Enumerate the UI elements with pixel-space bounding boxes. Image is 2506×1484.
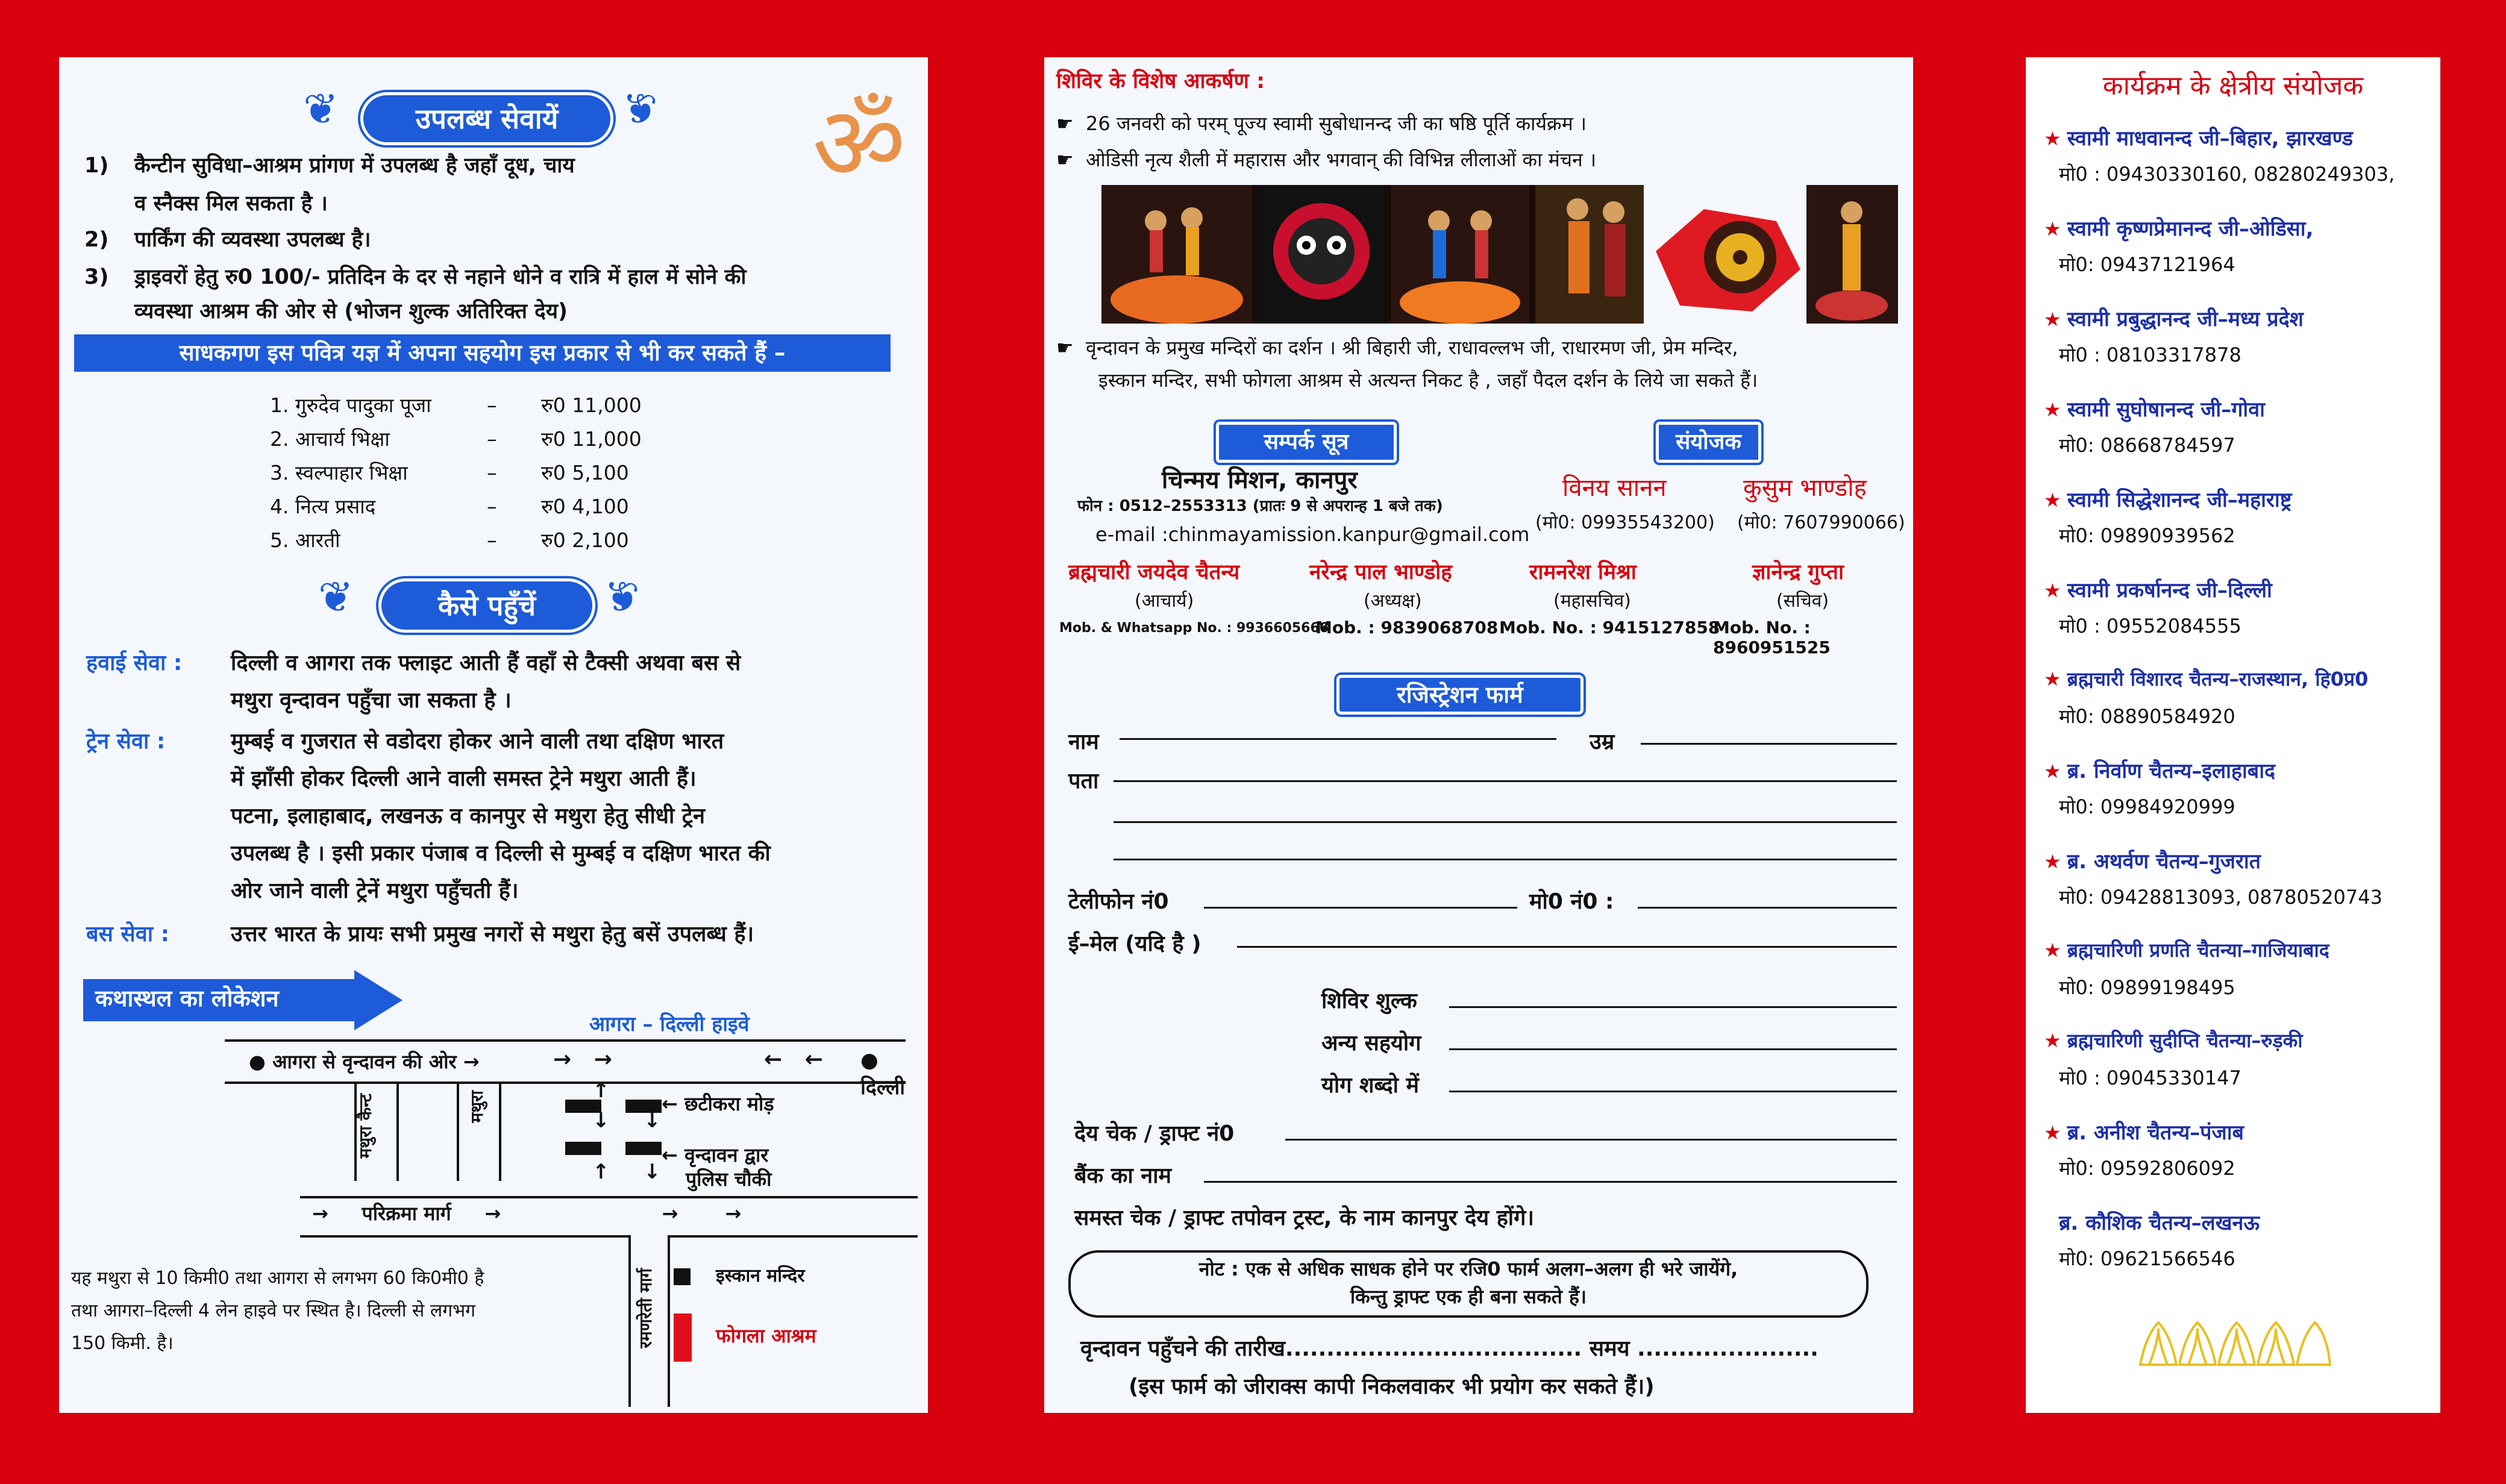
star-icon: ★ bbox=[2044, 579, 2061, 602]
pointing-hand-icon: ☛ bbox=[1056, 112, 1074, 135]
highway-bottom-line bbox=[225, 1082, 906, 1084]
photocopy-note: (इस फार्म को जीराक्स कापी निकलवाकर भी प्रयोग कर सकते हैं।) bbox=[1129, 1374, 1655, 1399]
age-label: उम्र bbox=[1590, 730, 1615, 754]
services-title: उपलब्ध सेवायें bbox=[360, 92, 613, 145]
officer-name: ज्ञानेन्द्र गुप्ता bbox=[1752, 560, 1844, 584]
train-text: मुम्बई व गुजरात से वडोदरा होकर आने वाली तथा दक्षिण भारत में झाँसी होकर दिल्ली आने वाली समस्त ट्रेने मथुरा आती हैं। पटना, इलाहाबाद, लखनऊ व कानपुर से मथुरा हेतु सीधी ट्रेन उपलब्ध है । इसी प्रकार पंजाब व दिल्ली से मुम्बई व दक्षिण भारत की ओर जाने वाली ट्रेनें मथुरा पहुँचती हैं। bbox=[231, 729, 771, 903]
service-number: 1) bbox=[84, 154, 109, 178]
junction-block bbox=[565, 1142, 601, 1155]
total-label: योग शब्दो में bbox=[1321, 1073, 1419, 1098]
email-label: ई–मेल (यदि है ) bbox=[1068, 931, 1201, 956]
star-icon: ★ bbox=[2044, 668, 2061, 690]
mobile-field[interactable] bbox=[1638, 907, 1897, 909]
officer-name: ब्रह्मचारी जयदेव चैतन्य bbox=[1068, 560, 1240, 584]
lotus-ornament-icon bbox=[2134, 1317, 2333, 1371]
convener-title: संयोजक bbox=[1656, 422, 1761, 463]
map-arrow-down: ↓ bbox=[644, 1160, 661, 1184]
officer-mobile: Mob. No. : 8960951525 bbox=[1713, 618, 1831, 657]
service-text: व स्नैक्स मिल सकता है । bbox=[134, 192, 328, 216]
other-label: अन्य सहयोग bbox=[1321, 1031, 1421, 1056]
bus-text: उत्तर भारत के प्रायः सभी प्रमुख नगरों से मथुरा हेतु बसें उपलब्ध हैं। bbox=[231, 922, 754, 947]
org-phone: फोन : 0512–2553313 (प्रातः 9 से अपरान्ह 1 बजे तक) bbox=[1077, 497, 1443, 515]
contact-title: सम्पर्क सूत्र bbox=[1216, 422, 1397, 463]
service-text: कैन्टीन सुविधा–आश्रम प्रांगण में उपलब्ध है जहाँ दूध, चाय bbox=[134, 154, 575, 178]
road-line bbox=[396, 1082, 399, 1181]
service-number: 2) bbox=[84, 228, 109, 252]
convener-mobile: (मो0: 09935543200) bbox=[1535, 512, 1715, 533]
service-text: व्यवस्था आश्रम की ओर से (भोजन शुल्क अतिरिक्त देय) bbox=[134, 299, 568, 324]
camp-fee-label: शिविर शुल्क bbox=[1321, 989, 1417, 1013]
features-title: शिविर के विशेष आकर्षण : bbox=[1056, 69, 1265, 93]
highway-top-line bbox=[225, 1039, 906, 1042]
star-icon: ★ bbox=[2044, 1121, 2061, 1144]
telephone-field[interactable] bbox=[1204, 907, 1517, 909]
feature-item: ☛ 26 जनवरी को परम् पूज्य स्वामी सुबोधानन्द जी का षष्ठि पूर्ति कार्यक्रम । bbox=[1056, 112, 1587, 135]
map-arrows-left: ← ← bbox=[764, 1047, 823, 1072]
pointing-hand-icon: ☛ bbox=[1056, 148, 1074, 171]
donation-row: 4. नित्य प्रसाद – रु0 4,100 bbox=[270, 495, 629, 518]
feature-item-temples: ☛ वृन्दावन के प्रमुख मन्दिरों का दर्शन । श्री बिहारी जी, राधावल्लभ जी, राधारमण जी, प्रेम मन्दिर, इस्कान मन्दिर, सभी फोगला आश्रम से अत्यन्त निकट है , जहाँ पैदल दर्शन के लिये जा सकते हैं। bbox=[1056, 336, 1758, 392]
officer-name: रामनरेश मिश्रा bbox=[1529, 560, 1637, 584]
other-field[interactable] bbox=[1449, 1048, 1897, 1050]
services-panel bbox=[59, 57, 928, 1413]
cheque-label: देय चेक / ड्राफ्ट नं0 bbox=[1074, 1121, 1235, 1146]
map-agra-label: ● आगरा से वृन्दावन की ओर → bbox=[249, 1050, 480, 1073]
coordinators-title: कार्यक्रम के क्षेत्रीय संयोजक bbox=[2102, 70, 2364, 101]
map-vrindavan-gate: ← वृन्दावन द्वार bbox=[662, 1144, 769, 1166]
parikrama-bottom-line bbox=[668, 1235, 918, 1238]
telephone-label: टेलीफोन नं0 bbox=[1068, 889, 1169, 914]
service-number: 3) bbox=[84, 265, 109, 289]
scroll-ornament-left: ❦ bbox=[303, 84, 339, 134]
donation-row: 3. स्वल्पाहार भिक्षा – रु0 5,100 bbox=[270, 461, 629, 484]
map-parikrama: → परिक्रमा मार्ग → → → bbox=[312, 1202, 742, 1225]
star-icon: ★ bbox=[2044, 218, 2061, 240]
donation-row: 5. आरती – रु0 2,100 bbox=[270, 528, 629, 552]
address-label: पता bbox=[1068, 769, 1099, 794]
map-arrow-down: ↓ bbox=[592, 1109, 610, 1133]
star-icon: ★ bbox=[2044, 308, 2061, 331]
email-field[interactable] bbox=[1237, 946, 1897, 948]
convener-name: कुसुम भाण्डोह bbox=[1743, 474, 1867, 502]
map-arrow-down: ↓ bbox=[644, 1109, 661, 1133]
map-chhatikara: ← छटीकरा मोड़ bbox=[662, 1092, 774, 1115]
reach-title: कैसे पहुँचें bbox=[378, 578, 595, 633]
address-field[interactable] bbox=[1114, 859, 1897, 860]
org-name: चिन्मय मिशन, कानपुर bbox=[1162, 466, 1358, 494]
map-arrows-right: → → bbox=[553, 1047, 612, 1072]
map-police: पुलिस चौकी bbox=[686, 1168, 772, 1191]
mobile-label: मो0 नं0 : bbox=[1529, 889, 1614, 914]
map-arrow-up: ↑ bbox=[592, 1079, 610, 1103]
star-icon: ★ bbox=[2044, 489, 2061, 512]
air-label: हवाई सेवा : bbox=[86, 651, 183, 675]
junction-block bbox=[625, 1142, 662, 1155]
road-line bbox=[457, 1082, 459, 1181]
address-field[interactable] bbox=[1114, 780, 1897, 782]
road-line bbox=[499, 1082, 501, 1181]
star-icon: ★ bbox=[2044, 760, 2061, 783]
officer-role: (सचिव) bbox=[1776, 590, 1829, 612]
donation-list bbox=[270, 389, 812, 557]
officer-mobile: Mob. : 9839068708 bbox=[1315, 618, 1499, 637]
star-icon: ★ bbox=[2044, 850, 2061, 873]
map-arrow-up: ↑ bbox=[592, 1160, 610, 1184]
scroll-ornament-left: ❦ bbox=[318, 572, 354, 622]
location-label: कथास्थल का लोकेशन bbox=[95, 985, 279, 1012]
service-text: पार्किंग की व्यवस्था उपलब्ध है। bbox=[134, 228, 371, 252]
scroll-ornament-right: ❦ bbox=[604, 572, 640, 622]
star-icon: ★ bbox=[2044, 939, 2061, 962]
org-email[interactable]: e-mail :chinmayamission.kanpur@gmail.com bbox=[1095, 523, 1530, 546]
form-title: रजिस्ट्रेशन फार्म bbox=[1336, 675, 1583, 715]
officer-role: (अध्यक्ष) bbox=[1364, 590, 1422, 612]
registration-panel bbox=[1044, 57, 1913, 1413]
convener-name: विनय सानन bbox=[1562, 474, 1667, 502]
officer-role: (महासचिव) bbox=[1553, 590, 1631, 612]
camp-fee-field[interactable] bbox=[1449, 1006, 1897, 1008]
air-text: दिल्ली व आगरा तक फ्लाइट आती हैं वहाँ से टैक्सी अथवा बस से मथुरा वृन्दावन पहुँचा जा सकता है । bbox=[231, 651, 741, 713]
distance-text: यह मथुरा से 10 किमी0 तथा आगरा से लगभग 60 कि0मी0 है तथा आगरा–दिल्ली 4 लेन हाइवे पर स्थित है। दिल्ली से लगभग 150 किमी. है। bbox=[71, 1268, 484, 1354]
scroll-ornament-right: ❦ bbox=[622, 84, 658, 134]
pointing-hand-icon: ☛ bbox=[1056, 336, 1074, 359]
donation-row: 2. आचार्य भिक्षा – रु0 11,000 bbox=[270, 427, 642, 451]
map-highway-label: आगरा – दिल्ली हाइवे bbox=[589, 1012, 750, 1036]
om-symbol: ॐ bbox=[812, 84, 906, 204]
fogla-marker bbox=[674, 1313, 692, 1362]
map-mathura-cantt: मथुरा कैन्ट bbox=[356, 1094, 375, 1159]
address-field[interactable] bbox=[1114, 821, 1897, 823]
train-label: ट्रेन सेवा : bbox=[86, 729, 166, 754]
donation-row: 1. गुरुदेव पादुका पूजा – रु0 11,000 bbox=[270, 393, 642, 417]
note-box: नोट : एक से अधिक साधक होने पर रजि0 फार्म अलग–अलग ही भरे जायेंगे, किन्तु ड्राफ्ट एक ही बना सकते हैं। bbox=[1068, 1250, 1869, 1318]
age-field[interactable] bbox=[1641, 743, 1897, 745]
bus-label: बस सेवा : bbox=[86, 922, 170, 947]
star-icon: ★ bbox=[2044, 398, 2061, 421]
officer-mobile: Mob. & Whatsapp No. : 9936605666 bbox=[1059, 621, 1329, 636]
coordinators-panel: कार्यक्रम के क्षेत्रीय संयोजक ★ स्वामी माधवानन्द जी–बिहार, झारखण्ड मो0 : 09430330160, 08280249303, ★ स्वामी कृष्णप्रेमानन्द जी–ओडिसा, मो0: 09437121964 ★ स्वामी प्रबुद्धानन्द जी–मध्य प्रदेश मो0 : 08103317878 ★ स्वामी सुघोषानन्द जी–गोवा मो0: 08668784597 ★ स्वामी सिद्धेशानन्द जी–महाराष्ट्र मो0: 09890939562 ★ स्वामी प्रकर्षानन्द जी–दिल्ली मो0 : 09552084555 ★ ब्रह्मचारी विशारद चैतन्य–राजस्थान, हि0प्र0 मो0: 08890584920 ★ ब्र. निर्वाण चैतन्य–इलाहाबाद मो0: 09984920999 ★ ब्र. अथर्वण चैतन्य–गुजरात मो0: 09428813093, 08780520743 ★ ब्रह्मचारिणी प्रणति चैतन्या–गाजियाबाद मो0: 09899198495 ★ ब्रह्मचारिणी सुदीप्ति चैतन्या–रुड़की मो0 : 09045330147 ★ ब्र. अनीश चैतन्य–पंजाब मो0: 09592806092 ब्र. कौशिक चैतन्य–लखनऊ मो0: 09621566546 bbox=[2026, 57, 2440, 1413]
star-icon: ★ bbox=[2044, 127, 2061, 150]
bank-label: बैंक का नाम bbox=[1074, 1163, 1172, 1188]
map-iskcon: इस्कान मन्दिर bbox=[716, 1265, 805, 1286]
convener-mobile: (मो0: 7607990066) bbox=[1737, 512, 1905, 533]
map-delhi-label: ● दिल्ली bbox=[860, 1048, 906, 1100]
parikrama-bottom-line bbox=[300, 1235, 628, 1238]
total-field[interactable] bbox=[1449, 1091, 1897, 1092]
feature-item: ☛ ओडिसी नृत्य शैली में महारास और भगवान् की विभिन्न लीलाओं का मंचन । bbox=[1056, 148, 1597, 171]
map-raman-reti: रमणरेती मार्ग bbox=[636, 1268, 656, 1348]
service-text: ड्राइवरों हेतु रु0 100/- प्रतिदिन के दर से नहाने धोने व रात्रि में हाल में सोने की bbox=[134, 265, 747, 289]
name-label: नाम bbox=[1068, 730, 1099, 754]
raman-reti-road bbox=[668, 1235, 670, 1407]
iskcon-marker bbox=[674, 1268, 691, 1285]
raman-reti-road bbox=[628, 1235, 631, 1407]
dance-images bbox=[1101, 185, 1898, 324]
name-field[interactable] bbox=[1120, 738, 1556, 740]
officer-mobile: Mob. No. : 9415127858 bbox=[1499, 618, 1720, 637]
donation-banner: साधकगण इस पवित्र यज्ञ में अपना सहयोग इस प्रकार से भी कर सकते हैं – bbox=[74, 334, 891, 372]
payable-note: समस्त चेक / ड्राफ्ट तपोवन ट्रस्ट, के नाम कानपुर देय होंगे। bbox=[1074, 1206, 1535, 1230]
cheque-field[interactable] bbox=[1285, 1139, 1897, 1141]
star-icon: ★ bbox=[2044, 1029, 2061, 1052]
parikrama-top-line bbox=[300, 1196, 918, 1198]
arrival-line[interactable]: वृन्दावन पहुँचने की तारीख.................................... समय ...................... bbox=[1080, 1336, 1818, 1361]
map-fogla: फोगला आश्रम bbox=[716, 1324, 816, 1347]
officer-role: (आचार्य) bbox=[1135, 590, 1194, 612]
bank-field[interactable] bbox=[1204, 1181, 1897, 1183]
officer-name: नरेन्द्र पाल भाण्डोह bbox=[1309, 560, 1452, 584]
dance-photo-strip bbox=[1101, 185, 1898, 324]
map-mathura: मथुरा bbox=[467, 1091, 487, 1123]
